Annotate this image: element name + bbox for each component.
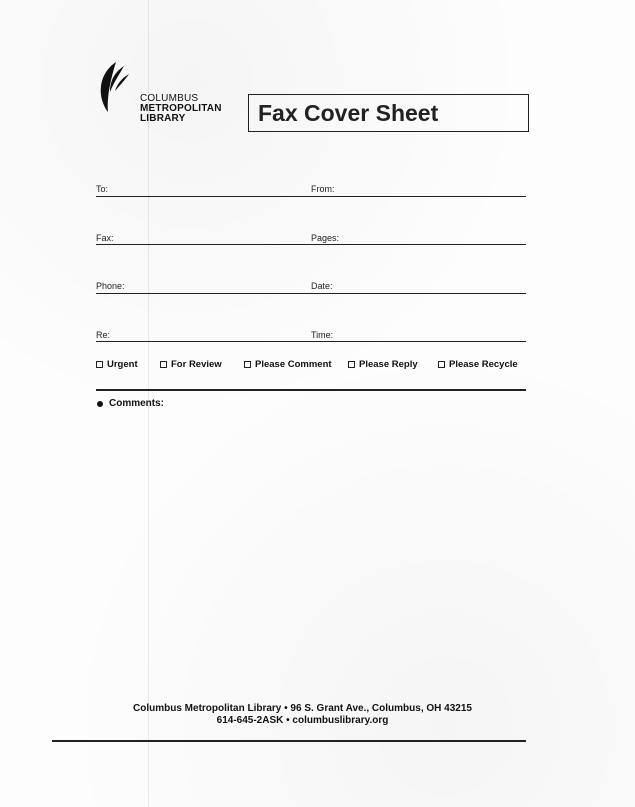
please-recycle-option[interactable] bbox=[438, 359, 518, 370]
phone-date-line bbox=[96, 293, 526, 294]
please-recycle-checkbox[interactable] bbox=[438, 361, 445, 368]
bullet-icon bbox=[97, 401, 103, 407]
phone-label: Phone: bbox=[96, 281, 125, 291]
urgent-checkbox[interactable] bbox=[96, 361, 103, 368]
logo-library: LIBRARY bbox=[140, 113, 186, 124]
for-review-option[interactable] bbox=[160, 359, 222, 370]
fax-label: Fax: bbox=[96, 233, 114, 243]
library-leaf-logo-icon bbox=[96, 60, 134, 114]
please-comment-label: Please Comment bbox=[255, 359, 332, 370]
title-box bbox=[248, 94, 529, 132]
to-label: To: bbox=[96, 184, 109, 194]
comments-heading bbox=[97, 398, 164, 409]
for-review-label: For Review bbox=[171, 359, 222, 370]
please-comment-option[interactable] bbox=[244, 359, 332, 370]
fax-pages-line bbox=[96, 244, 526, 245]
library-name bbox=[140, 94, 222, 124]
please-comment-checkbox[interactable] bbox=[244, 361, 251, 368]
time-label: Time: bbox=[311, 330, 334, 340]
please-reply-checkbox[interactable] bbox=[348, 361, 355, 368]
urgent-option[interactable] bbox=[96, 359, 138, 370]
re-label: Re: bbox=[96, 330, 111, 340]
date-label: Date: bbox=[311, 281, 333, 291]
please-recycle-label: Please Recycle bbox=[449, 359, 518, 370]
for-review-checkbox[interactable] bbox=[160, 361, 167, 368]
library-logo bbox=[96, 60, 246, 130]
from-label: From: bbox=[311, 184, 335, 194]
footer-address: Columbus Metropolitan Library • 96 S. Grant Ave., Columbus, OH 43215 bbox=[133, 703, 472, 714]
please-reply-label: Please Reply bbox=[359, 359, 418, 370]
comments-divider bbox=[96, 389, 526, 391]
re-time-line bbox=[96, 341, 526, 342]
please-reply-option[interactable] bbox=[348, 359, 418, 370]
footer-divider bbox=[52, 740, 526, 742]
logo-metropolitan: METROPOLITAN bbox=[140, 103, 222, 114]
logo-columbus: COLUMBUS bbox=[140, 93, 199, 104]
comments-label: Comments: bbox=[109, 398, 165, 409]
footer-contact: 614-645-2ASK • columbuslibrary.org bbox=[216, 715, 389, 726]
urgent-label: Urgent bbox=[107, 359, 138, 370]
pages-label: Pages: bbox=[311, 233, 340, 243]
to-from-line bbox=[96, 196, 526, 197]
footer bbox=[60, 703, 545, 727]
page-title: Fax Cover Sheet bbox=[258, 99, 439, 126]
